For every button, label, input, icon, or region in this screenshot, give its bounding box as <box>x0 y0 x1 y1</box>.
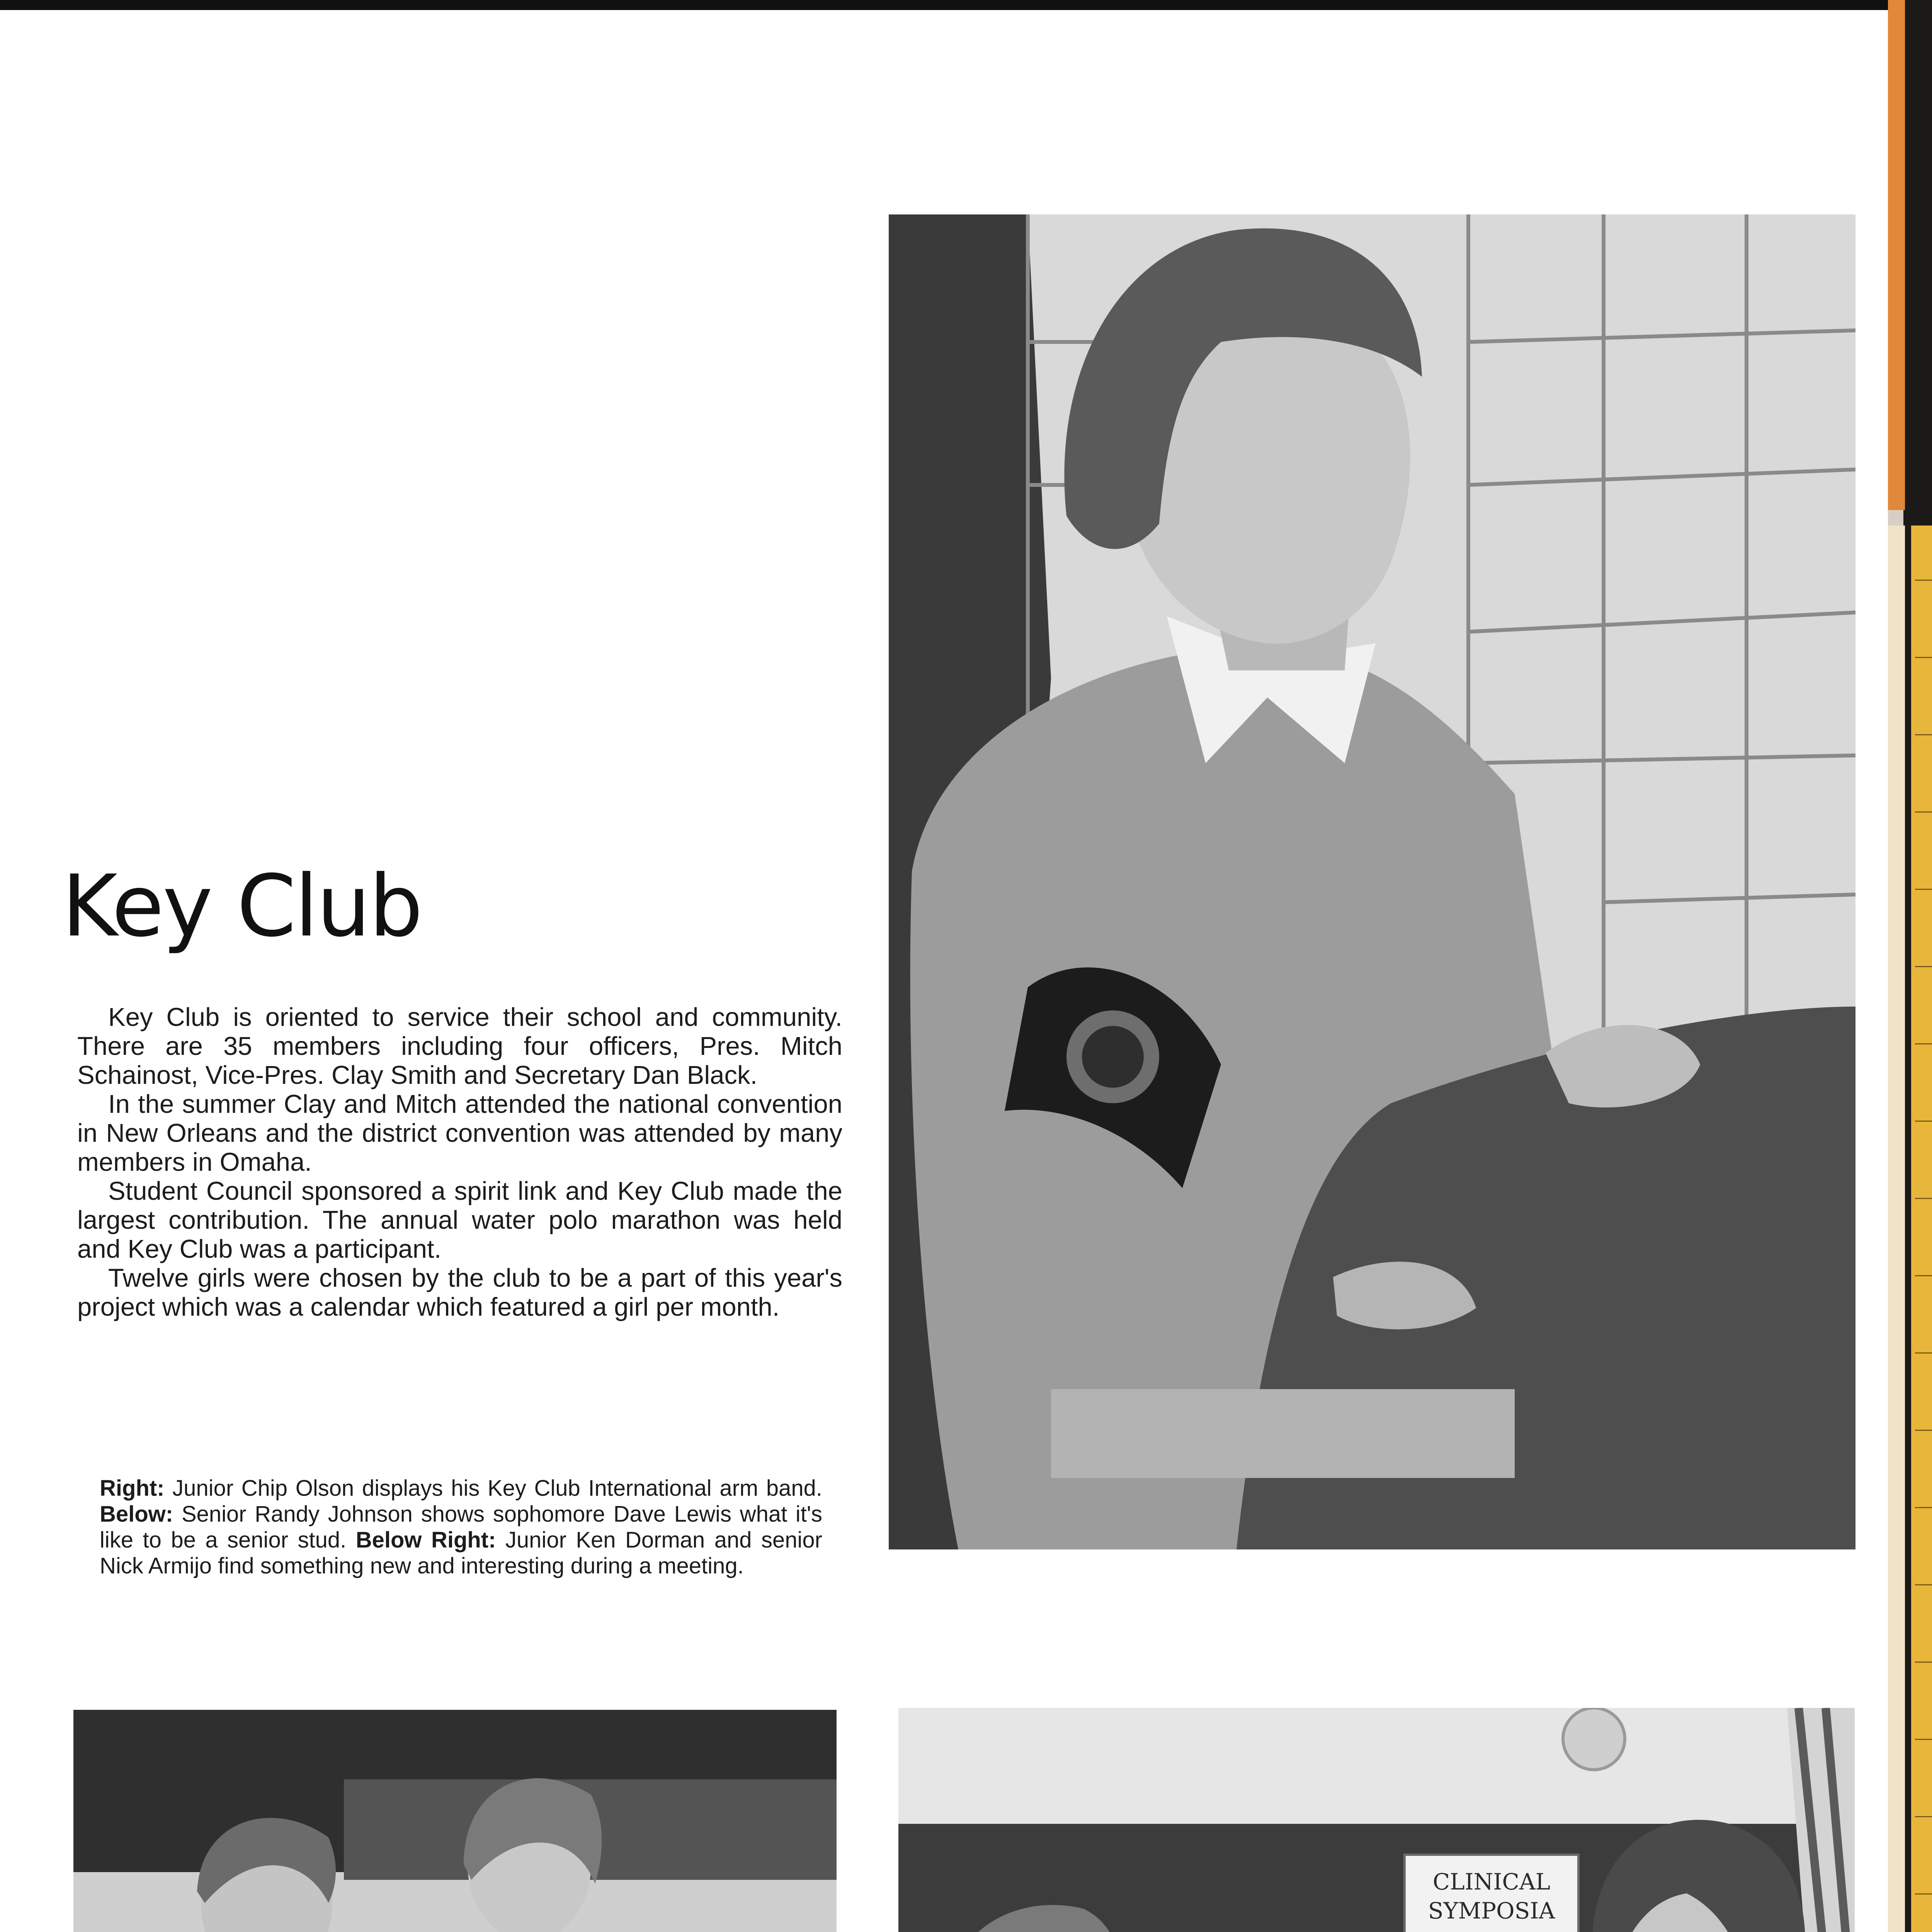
binding-edge <box>1888 0 1932 1932</box>
article-paragraph: In the summer Clay and Mitch attended the national convention in New Orleans and the district convention was attended by many members in Omaha. <box>77 1090 842 1177</box>
article-body <box>77 1003 842 1321</box>
caption-label-below: Below: <box>100 1502 173 1527</box>
page-title: Key Club <box>62 857 422 956</box>
caption-label-below-right: Below Right: <box>355 1527 496 1553</box>
caption-text-below-right: Junior Ken Dorman and senior Nick Armijo find something new and interesting during a meeting. <box>100 1527 822 1578</box>
book-title-line-2: SYMPOSIA <box>1428 1898 1555 1924</box>
page-top-edge <box>0 0 1932 10</box>
photo-students-with-book <box>898 1708 1855 1932</box>
article-paragraph: Key Club is oriented to service their school and community. There are 35 members including four officers, Pres. Mitch Schainost, Vice-Pres. Clay Smith and Secretary Dan Black. <box>77 1003 842 1090</box>
article-paragraph: Student Council sponsored a spirit link and Key Club made the largest contribution. The annual water polo marathon was held and Key Club was a participant. <box>77 1177 842 1264</box>
caption-label-right: Right: <box>100 1476 165 1501</box>
photo-two-students-jackets <box>73 1710 837 1932</box>
book-title-line-1: CLINICAL <box>1432 1869 1551 1895</box>
caption-text-right: Junior Chip Olson displays his Key Club International arm band. <box>164 1476 822 1501</box>
caption-text-below: Senior Randy Johnson shows sophomore Dave Lewis what it's like to be a senior stud. <box>100 1502 822 1553</box>
photo-student-arm-band <box>889 214 1855 1549</box>
article-paragraph: Twelve girls were chosen by the club to be a part of this year's project which was a calendar which featured a girl per month. <box>77 1264 842 1321</box>
photo-caption <box>100 1475 822 1579</box>
